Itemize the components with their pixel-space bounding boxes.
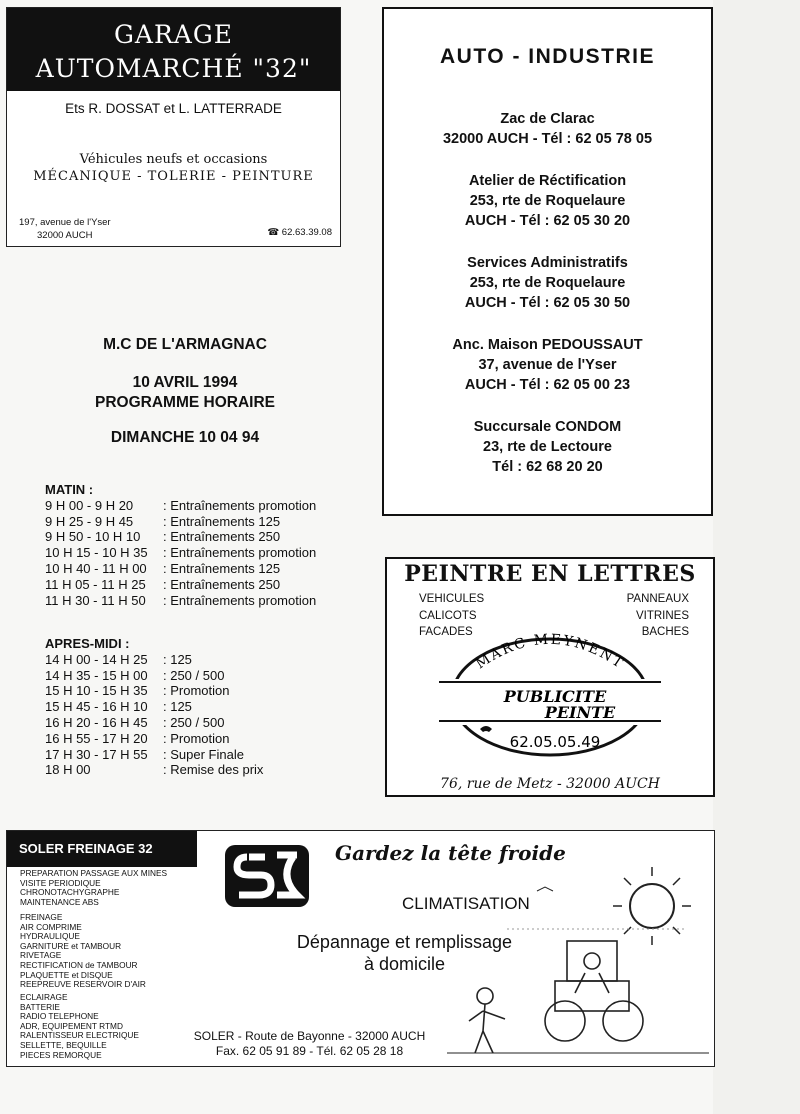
garage-name-line2: AUTOMARCHÉ "32": [35, 54, 312, 83]
schedule-event: : Entraînements 250: [163, 576, 281, 592]
service-item: BACHES: [641, 626, 689, 638]
event-date: 10 AVRIL 1994: [132, 374, 238, 391]
schedule-time: 11 H 05 - 11 H 25: [45, 576, 146, 592]
service-item: PANNEAUX: [626, 593, 689, 605]
service-item: MAINTENANCE ABS: [20, 896, 99, 907]
farmer-icon: [469, 988, 505, 1053]
service-item: VISITE PERIODIQUE: [20, 877, 101, 888]
schedule-row: [45, 683, 263, 699]
auto-industrie-line: 37, avenue de l'Yser: [478, 357, 617, 373]
phone-icon: [480, 726, 492, 732]
schedule-row: [45, 545, 316, 561]
schedule-time: 14 H 35 - 15 H 00: [45, 667, 148, 683]
services-group-3: [20, 993, 139, 1060]
schedule-time: 9 H 25 - 9 H 45: [45, 513, 134, 529]
schedule-event: : 250 / 500: [163, 714, 225, 730]
auto-industrie-line: AUCH - Tél : 62 05 30 50: [464, 295, 631, 311]
depannage-line2: à domicile: [363, 954, 446, 974]
auto-industrie-line: 32000 AUCH - Tél : 62 05 78 05: [442, 131, 653, 147]
garage-address-line1: 197, avenue de l'Yser: [19, 217, 111, 228]
garage-address-line2: 32000 AUCH: [37, 230, 93, 241]
auto-industrie-title: AUTO - INDUSTRIE: [440, 45, 655, 68]
service-item: ECLAIRAGE: [20, 992, 68, 1002]
auto-industrie-line: 23, rte de Lectoure: [483, 439, 612, 455]
schedule-row: [45, 561, 316, 577]
garage-banner: [7, 8, 340, 91]
depannage-line1: Dépannage et remplissage: [296, 932, 513, 952]
schedule-row: [45, 514, 316, 530]
garage-owners: Ets R. DOSSAT et L. LATTERRADE: [65, 101, 282, 116]
soler-address: SOLER - Route de Bayonne - 32000 AUCH: [193, 1029, 426, 1043]
schedule-row: [45, 731, 263, 747]
schedule-time: 16 H 55 - 17 H 20: [45, 730, 148, 746]
garage-automarche-ad: [6, 7, 341, 247]
garage-phone: ☎ 62.63.39.08: [267, 227, 332, 238]
peintre-en-lettres-ad: [385, 557, 715, 797]
schedule-event: : Entraînements promotion: [163, 592, 317, 608]
schedule-time: 15 H 10 - 15 H 35: [45, 683, 148, 699]
logo-line2: PEINTE: [544, 703, 616, 722]
schedule-time: 15 H 45 - 16 H 10: [45, 699, 148, 715]
soler-freinage-ad: [6, 830, 715, 1067]
garage-name-line1: GARAGE: [113, 20, 234, 49]
service-item: RECTIFICATION de TAMBOUR: [20, 959, 138, 970]
service-item: BATTERIE: [20, 1001, 60, 1012]
schedule-row: [45, 593, 316, 609]
schedule-event: : Entraînements promotion: [163, 545, 317, 561]
schedule-event: : Entraînements 250: [163, 529, 281, 545]
afternoon-label: APRES-MIDI :: [45, 636, 130, 651]
tractor-illustration: [447, 861, 709, 1061]
auto-industrie-line: Anc. Maison PEDOUSSAUT: [452, 337, 643, 353]
schedule-row: [45, 529, 316, 545]
schedule-event: : Entraînements 125: [163, 513, 281, 529]
publicite-peinte-logo: [405, 617, 695, 767]
afternoon-schedule: [45, 636, 263, 778]
schedule-event: : Super Finale: [163, 746, 244, 762]
service-item: CALICOTS: [419, 609, 477, 622]
service-item: RADIO TELEPHONE: [20, 1011, 99, 1022]
schedule-row: [45, 699, 263, 715]
service-item: AIR COMPRIME: [20, 921, 82, 932]
auto-industrie-line: Services Administratifs: [467, 255, 628, 271]
soler-climatisation: CLIMATISATION: [402, 894, 530, 913]
schedule-event: : Promotion: [163, 730, 230, 746]
schedule-event: : 125: [163, 699, 192, 715]
schedule-row: [45, 652, 263, 668]
auto-industrie-block: [384, 335, 711, 395]
schedule-time: 10 H 40 - 11 H 00: [45, 560, 147, 576]
schedule-time: 9 H 00 - 9 H 20: [45, 497, 134, 513]
schedule-time: 9 H 50 - 10 H 10: [45, 529, 141, 545]
morning-schedule: [45, 482, 316, 608]
auto-industrie-line: AUCH - Tél : 62 05 30 20: [464, 213, 631, 229]
schedule-row: [45, 668, 263, 684]
schedule-row: [45, 715, 263, 731]
club-name: M.C DE L'ARMAGNAC: [103, 336, 267, 353]
soler-phone: Fax. 62 05 91 89 - Tél. 62 05 28 18: [215, 1043, 404, 1058]
logo-phone: 62.05.05.49: [509, 733, 601, 751]
program-subtitle: PROGRAMME HORAIRE: [95, 394, 275, 411]
soler-tag: SOLER FREINAGE 32: [7, 831, 197, 867]
schedule-event: : Entraînements 125: [163, 560, 281, 576]
schedule-event: : 125: [163, 651, 192, 667]
peintre-address: 76, rue de Metz - 32000 AUCH: [440, 776, 660, 792]
logo-name: MARC MEYNENT: [472, 631, 628, 673]
morning-label: MATIN :: [45, 482, 94, 497]
schedule-row: [45, 498, 316, 514]
sun-icon: [613, 867, 691, 945]
schedule-event: : Remise des prix: [163, 762, 264, 778]
service-item: PREPARATION PASSAGE AUX MINES: [20, 868, 168, 878]
service-item: CHRONOTACHYGRAPHE: [20, 887, 120, 898]
service-item: RALENTISSEUR ELECTRIQUE: [20, 1030, 139, 1041]
program-day: DIMANCHE 10 04 94: [110, 429, 260, 446]
service-item: ADR, EQUIPEMENT RTMD: [20, 1020, 123, 1031]
schedule-event: : 250 / 500: [163, 667, 225, 683]
service-item: SELLETTE, BEQUILLE: [20, 1039, 107, 1050]
schedule-time: 18 H 00: [45, 762, 91, 778]
schedule-event: : Entraînements promotion: [163, 497, 317, 513]
auto-industrie-line: Tél : 62 68 20 20: [492, 459, 603, 475]
service-item: FREINAGE: [20, 912, 63, 922]
garage-vehicles: Véhicules neufs et occasions: [79, 152, 268, 167]
auto-industrie-line: 253, rte de Roquelaure: [469, 275, 626, 291]
auto-industrie-line: Zac de Clarac: [500, 111, 595, 127]
service-item: HYDRAULIQUE: [20, 931, 80, 942]
service-item: VITRINES: [635, 609, 689, 622]
service-item: REEPREUVE RESERVOIR D'AIR: [20, 979, 146, 990]
auto-industrie-ad: [382, 7, 713, 516]
soler-slogan: Gardez la tête froide: [335, 841, 566, 865]
soler-footer: [167, 1029, 452, 1058]
service-item: RIVETAGE: [20, 950, 62, 961]
auto-industrie-block: [384, 417, 711, 477]
peintre-title: PEINTRE EN LETTRES: [404, 561, 696, 587]
auto-industrie-block: [384, 171, 711, 231]
auto-industrie-line: AUCH - Tél : 62 05 00 23: [464, 377, 631, 393]
service-item: PIECES REMORQUE: [20, 1049, 102, 1060]
auto-industrie-line: Succursale CONDOM: [473, 419, 622, 435]
auto-industrie-line: Atelier de Réctification: [468, 173, 627, 189]
schedule-time: 17 H 30 - 17 H 55: [45, 746, 148, 762]
schedule-row: [45, 747, 263, 763]
logo-line1: PUBLICITE: [503, 687, 607, 706]
service-item: PLAQUETTE et DISQUE: [20, 969, 113, 980]
schedule-row: [45, 762, 263, 778]
services-group-1: [20, 869, 167, 907]
soler-logo-icon: [219, 841, 315, 911]
auto-industrie-block: [384, 253, 711, 313]
garage-services: MÉCANIQUE - TOLERIE - PEINTURE: [33, 169, 314, 184]
schedule-event: : Promotion: [163, 683, 230, 699]
tractor-icon: [545, 941, 643, 1041]
service-item: GARNITURE et TAMBOUR: [20, 940, 122, 951]
schedule-row: [45, 577, 316, 593]
schedule-time: 14 H 00 - 14 H 25: [45, 651, 148, 667]
service-item: FACADES: [419, 626, 473, 638]
facing-page-edge: [713, 0, 800, 1114]
services-group-2: [20, 913, 146, 990]
schedule-time: 16 H 20 - 16 H 45: [45, 714, 148, 730]
auto-industrie-block: [384, 109, 711, 149]
schedule-time: 10 H 15 - 10 H 35: [45, 545, 148, 561]
schedule-time: 11 H 30 - 11 H 50: [45, 592, 146, 608]
service-item: VEHICULES: [419, 593, 485, 605]
auto-industrie-line: 253, rte de Roquelaure: [469, 193, 626, 209]
